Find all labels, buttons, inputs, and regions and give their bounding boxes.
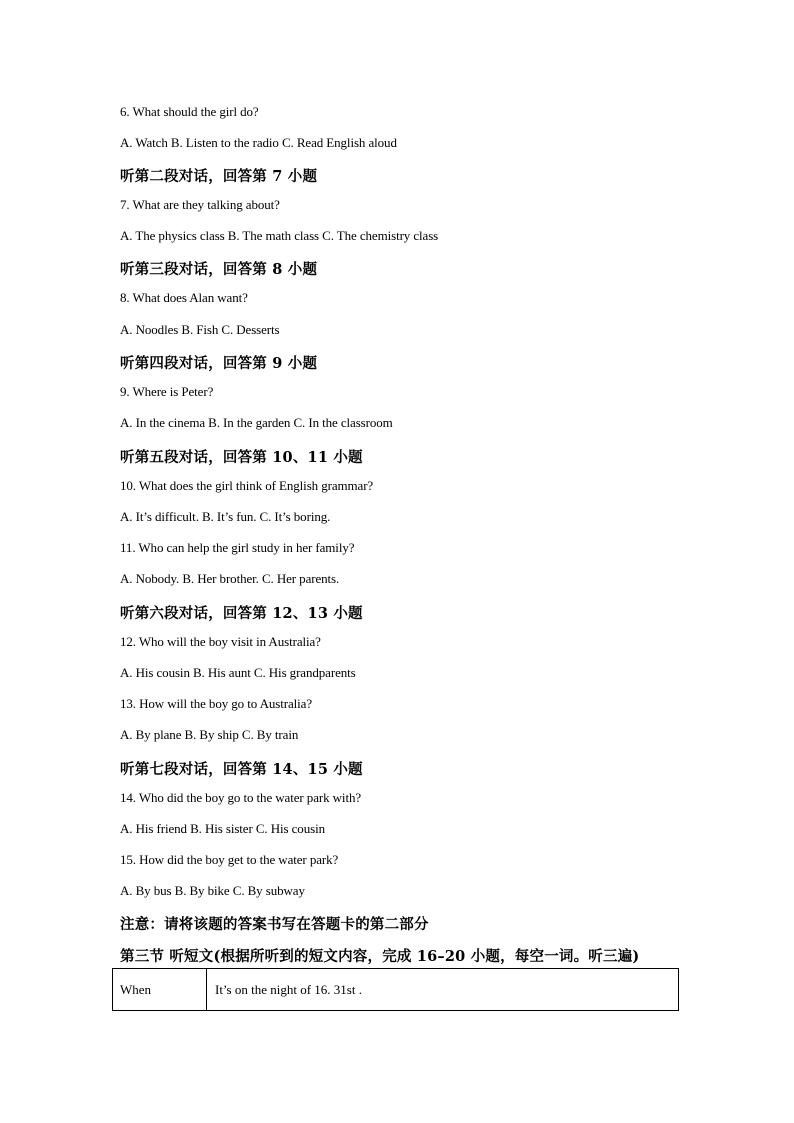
- answer-options-10: A. It’s difficult. B. It’s fun. C. It’s boring.: [120, 509, 331, 524]
- section-heading-3: 听第三段对话，回答第 8 小题: [120, 261, 318, 278]
- section-heading-6: 听第六段对话，回答第 12、13 小题: [120, 605, 363, 622]
- answer-table: [112, 968, 679, 1011]
- answer-options-6: A. Watch B. Listen to the radio C. Read English aloud: [120, 135, 397, 150]
- section-heading-5: 听第五段对话，回答第 10、11 小题: [120, 449, 363, 466]
- question-6: 6. What should the girl do?: [120, 104, 259, 119]
- section-heading-7: 听第七段对话，回答第 14、15 小题: [120, 761, 363, 778]
- question-11: 11. Who can help the girl study in her family?: [120, 540, 355, 555]
- question-14: 14. Who did the boy go to the water park with?: [120, 790, 362, 805]
- section-3-heading: 第三节 听短文(根据所听到的短文内容，完成 16–20 小题，每空一词。听三遍): [120, 948, 640, 965]
- answer-options-8: A. Noodles B. Fish C. Desserts: [120, 322, 280, 337]
- answer-options-13: A. By plane B. By ship C. By train: [120, 727, 299, 742]
- question-12: 12. Who will the boy visit in Australia?: [120, 634, 321, 649]
- section-heading-4: 听第四段对话，回答第 9 小题: [120, 355, 318, 372]
- section-heading-2: 听第二段对话，回答第 7 小题: [120, 168, 318, 185]
- question-15: 15. How did the boy get to the water park?: [120, 852, 339, 867]
- answer-options-12: A. His cousin B. His aunt C. His grandparents: [120, 665, 356, 680]
- question-7: 7. What are they talking about?: [120, 197, 280, 212]
- question-8: 8. What does Alan want?: [120, 290, 248, 305]
- answer-options-7: A. The physics class B. The math class C. The chemistry class: [120, 228, 439, 243]
- answer-options-15: A. By bus B. By bike C. By subway: [120, 883, 305, 898]
- question-10: 10. What does the girl think of English grammar?: [120, 478, 374, 493]
- table-cell-value: It’s on the night of 16. 31st .: [215, 981, 362, 997]
- answer-options-11: A. Nobody. B. Her brother. C. Her parents.: [120, 571, 340, 586]
- question-9: 9. Where is Peter?: [120, 384, 214, 399]
- notice-heading: 注意：请将该题的答案书写在答题卡的第二部分: [120, 916, 429, 933]
- table-cell-label: When: [113, 969, 207, 1010]
- question-13: 13. How will the boy go to Australia?: [120, 696, 312, 711]
- answer-options-9: A. In the cinema B. In the garden C. In the classroom: [120, 415, 393, 430]
- answer-options-14: A. His friend B. His sister C. His cousin: [120, 821, 325, 836]
